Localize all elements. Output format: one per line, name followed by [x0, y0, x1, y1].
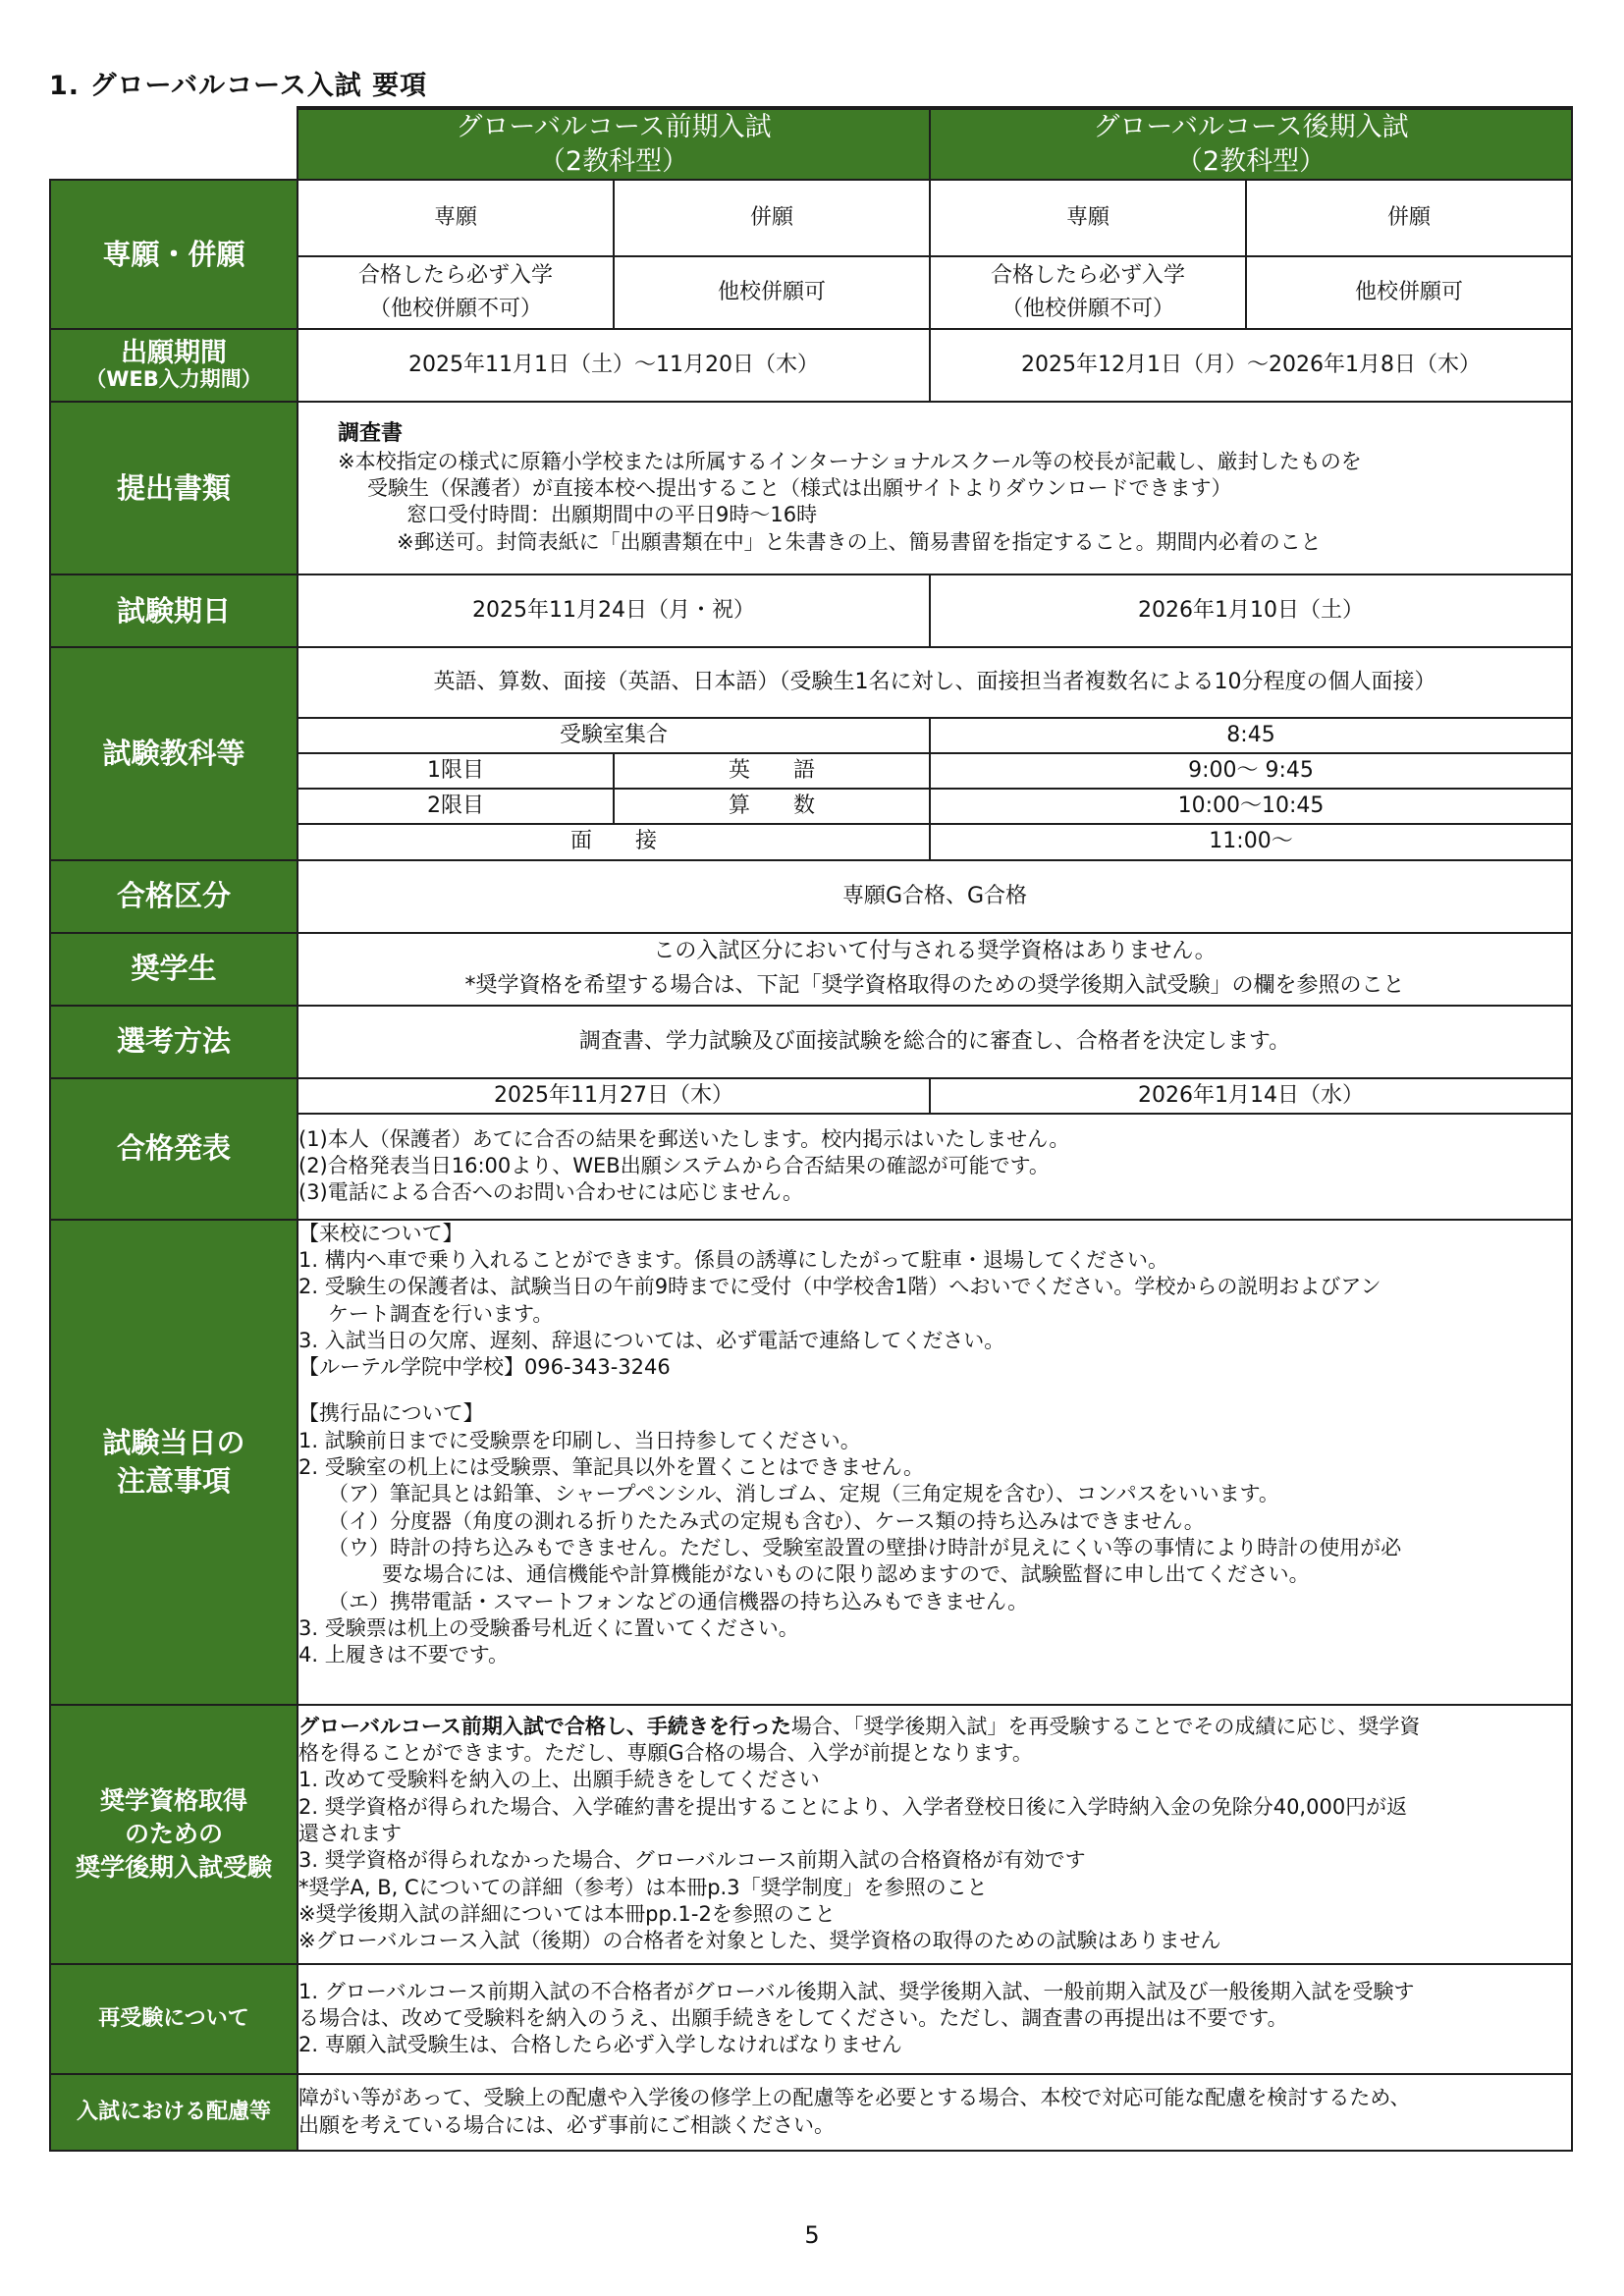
scholarship-exam-line: *奨学A, B, Cについての詳細（参考）は本冊p.3「奨学制度」を参照のこと: [298, 1875, 988, 1899]
application-period-label: 出願期間: [121, 337, 227, 368]
notes-line: 3. 受験票は机上の受験番号札近くに置いてください。: [298, 1615, 799, 1640]
notes-line: 要な場合には、通信機能や計算機能がないものに限り認めますので、試験監督に申し出てください。: [382, 1562, 1310, 1587]
row-label-application-type: 専願・併願: [50, 180, 298, 329]
notes-line: （ウ）時計の持ち込みもできません。ただし、受験室設置の壁掛け時計が見えにくい等の事情により時計の使用が必: [328, 1535, 1402, 1559]
early-senkan: 専願: [298, 180, 614, 256]
consideration-content: [298, 2074, 1572, 2151]
documents-heading: 調査書: [338, 421, 404, 447]
exam-day-notes-label2: 注意事項: [116, 1463, 231, 1498]
scholarship-exam-label2: のための: [124, 1819, 223, 1848]
application-period-late: 2025年12月1日（月）～2026年1月8日（木）: [930, 329, 1572, 402]
notes-line: （ア）筆記具とは鉛筆、シャープペンシル、消しゴム、定規（三角定規を含む）、コンパスをいいます。: [328, 1482, 1279, 1506]
row-label-scholarship-exam: [50, 1705, 298, 1964]
documents-line: 受験生（保護者）が直接本校へ提出すること（様式は出願サイトよりダウンロードできます）: [367, 476, 1232, 501]
period2-subject: 算 数: [614, 789, 930, 824]
documents-line: 窓口受付時間：出願期間中の平日9時～16時: [406, 503, 818, 527]
scholarship-exam-line: 3. 奨学資格が得られなかった場合、グローバルコース前期入試の合格資格が有効です: [298, 1848, 1086, 1873]
scholarship-exam-line: 還されます: [298, 1822, 402, 1845]
documents-line: ※郵送可。封筒表紙に「出願書類在中」と朱書きの上、簡易書留を指定すること。期間内必着のこと: [397, 529, 1322, 554]
scholarship-exam-line: ※グローバルコース入試（後期）の合格者を対象とした、奨学資格の取得のための試験はありません: [298, 1929, 1221, 1953]
application-period-early: 2025年11月1日（土）～11月20日（木）: [298, 329, 930, 402]
document-title: 1. グローバルコース入試 要項: [49, 71, 428, 101]
row-label-announcement: 合格発表: [50, 1078, 298, 1220]
row-label-application-period: [50, 329, 298, 402]
scholarship-exam-label3: 奨学後期入試受験: [75, 1852, 272, 1882]
notes-line: 2. 受験室の机上には受験票、筆記具以外を置くことはできません。: [298, 1455, 924, 1480]
interview-label: 面 接: [298, 824, 930, 859]
retake-line: 1. グローバルコース前期入試の不合格者がグローバル後期入試、奨学後期入試、一般前期入試及び一般後期入試を受験す: [298, 1979, 1415, 2003]
senkan-note-line1: 合格したら必ず入学: [357, 263, 553, 289]
late-heigan: 併願: [1246, 180, 1572, 256]
page-number: 5: [804, 2221, 820, 2249]
announcement-line: (1)本人（保護者）あてに合否の結果を郵送いたします。校内掲示はいたしません。: [298, 1126, 1070, 1151]
row-label-consideration: 入試における配慮等: [50, 2074, 298, 2151]
announcement-line: (3)電話による合否へのお問い合わせには応じません。: [298, 1180, 804, 1205]
senkan-note-line1: 合格したら必ず入学: [990, 263, 1185, 289]
scholarship-line1: この入試区分において付与される奨学資格はありません。: [653, 939, 1217, 964]
row-label-subjects: 試験教科等: [50, 647, 298, 859]
retake-line: る場合は、改めて受験料を納入のうえ、出願手続きをしてください。ただし、調査書の再提出は不要です。: [298, 2006, 1288, 2030]
notes-line: 1. 構内へ車で乗り入れることができます。係員の誘導にしたがって駐車・退場してください。: [298, 1247, 1169, 1272]
scholarship-content: [298, 933, 1572, 1006]
scholarship-exam-intro-bold: グローバルコース前期入試で合格し、手続きを行った: [298, 1714, 791, 1738]
retake-content: [298, 1964, 1572, 2074]
exam-day-notes-label1: 試験当日の: [102, 1425, 245, 1459]
scholarship-exam-content: [298, 1705, 1572, 1964]
corner-blank: [50, 108, 298, 180]
column-header-late: [930, 108, 1572, 180]
row-label-scholarship: 奨学生: [50, 933, 298, 1006]
scholarship-exam-line: ※奨学後期入試の詳細については本冊pp.1-2を参照のこと: [298, 1901, 836, 1926]
notes-spacer: [298, 1381, 1571, 1400]
announcement-line: (2)合格発表当日16:00より、WEB出願システムから合否結果の確認が可能です。: [298, 1154, 1050, 1177]
application-period-sublabel: （WEB入力期間）: [85, 367, 262, 392]
late-senkan: 専願: [930, 180, 1246, 256]
scholarship-exam-intro-rest: 場合、「奨学後期入試」を再受験することでその成績に応じ、奨学資: [790, 1714, 1421, 1738]
senkan-note-line2: （他校併願不可）: [1001, 297, 1174, 322]
notes-line: 2. 受験生の保護者は、試験当日の午前9時までに受付（中学校舎1階）へおいでください。学校からの説明およびアン: [298, 1275, 1381, 1299]
document-sheet: [49, 69, 1571, 2152]
period2-time: 10:00～10:45: [930, 789, 1572, 824]
gather-time: 8:45: [930, 718, 1572, 753]
column-header-early-type: （2教科型）: [538, 146, 689, 178]
column-header-late-title: グローバルコース後期入試: [1093, 112, 1409, 142]
row-label-retake: 再受験について: [50, 1964, 298, 2074]
exam-day-notes-content: [298, 1220, 1572, 1705]
row-label-exam-day-notes: [50, 1220, 298, 1705]
consideration-line: 障がい等があって、受験上の配慮や入学後の修学上の配慮等を必要とする場合、本校で対応可能な配慮を検討するため、: [298, 2086, 1411, 2110]
gather-label: 受験室集合: [298, 718, 930, 753]
scholarship-line2: *奨学資格を希望する場合は、下記「奨学資格取得のための奨学後期入試受験」の欄を参照のこと: [464, 972, 1405, 998]
row-label-pass-category: 合格区分: [50, 860, 298, 933]
period1-time: 9:00～ 9:45: [930, 753, 1572, 789]
scholarship-exam-line: 2. 奨学資格が得られた場合、入学確約書を提出することにより、入学者登校日後に入学時納入金の免除分40,000円が返: [298, 1794, 1408, 1819]
exam-date-early: 2025年11月24日（月・祝）: [298, 574, 930, 647]
consideration-line: 出願を考えている場合には、必ず事前にご相談ください。: [298, 2112, 835, 2137]
column-header-late-type: （2教科型）: [1175, 146, 1326, 178]
early-senkan-note: [298, 256, 614, 329]
notes-line: （エ）携帯電話・スマートフォンなどの通信機器の持ち込みもできません。: [328, 1589, 1029, 1613]
period1-subject: 英 語: [614, 753, 930, 789]
announcement-late-date: 2026年1月14日（水）: [930, 1078, 1572, 1114]
notes-line: 3. 入試当日の欠席、遅刻、辞退については、必ず電話で連絡してください。: [298, 1328, 1005, 1352]
scholarship-exam-intro: [298, 1714, 1571, 1740]
row-label-documents: 提出書類: [50, 402, 298, 574]
notes-line: 1. 試験前日までに受験票を印刷し、当日持参してください。: [298, 1428, 861, 1452]
notes-line: 【来校について】: [298, 1221, 463, 1245]
senkan-note-line2: （他校併願不可）: [368, 297, 542, 322]
notes-line: 【ルーテル学院中学校】096-343-3246: [298, 1355, 671, 1380]
documents-line: ※本校指定の様式に原籍小学校または所属するインターナショナルスクール等の校長が記載し、厳封したものを: [338, 449, 1362, 473]
retake-line: 2. 専願入試受験生は、合格したら必ず入学しなければなりません: [298, 2033, 902, 2057]
interview-time: 11:00～: [930, 824, 1572, 859]
selection-value: 調査書、学力試験及び面接試験を総合的に審査し、合格者を決定します。: [298, 1006, 1572, 1078]
announcement-details: [298, 1114, 1572, 1220]
pass-category-value: 専願G合格、G合格: [298, 860, 1572, 933]
exam-date-late: 2026年1月10日（土）: [930, 574, 1572, 647]
late-heigan-note: 他校併願可: [1246, 256, 1572, 329]
early-heigan-note: 他校併願可: [614, 256, 930, 329]
row-label-exam-date: 試験期日: [50, 574, 298, 647]
documents-content: [298, 402, 1572, 574]
notes-line: 【携行品について】: [298, 1401, 484, 1426]
requirements-table: [49, 106, 1573, 2152]
scholarship-exam-line: 格を得ることができます。ただし、専願G合格の場合、入学が前提となります。: [298, 1741, 1033, 1766]
row-label-selection: 選考方法: [50, 1006, 298, 1078]
column-header-early: [298, 108, 930, 180]
period2-label: 2限目: [298, 789, 614, 824]
period1-label: 1限目: [298, 753, 614, 789]
subjects-summary: 英語、算数、面接（英語、日本語）（受験生1名に対し、面接担当者複数名による10分程度の個人面接）: [298, 647, 1572, 718]
notes-line: （イ）分度器（角度の測れる折りたたみ式の定規も含む）、ケース類の持ち込みはできません。: [328, 1508, 1205, 1533]
announcement-early-date: 2025年11月27日（木）: [298, 1078, 930, 1114]
early-heigan: 併願: [614, 180, 930, 256]
notes-line: ケート調査を行います。: [328, 1301, 554, 1326]
column-header-early-title: グローバルコース前期入試: [456, 112, 772, 142]
scholarship-exam-label1: 奨学資格取得: [99, 1786, 247, 1816]
notes-line: 4. 上履きは不要です。: [298, 1643, 510, 1667]
late-senkan-note: [930, 256, 1246, 329]
scholarship-exam-line: 1. 改めて受験料を納入の上、出願手続きをしてください: [298, 1768, 820, 1792]
